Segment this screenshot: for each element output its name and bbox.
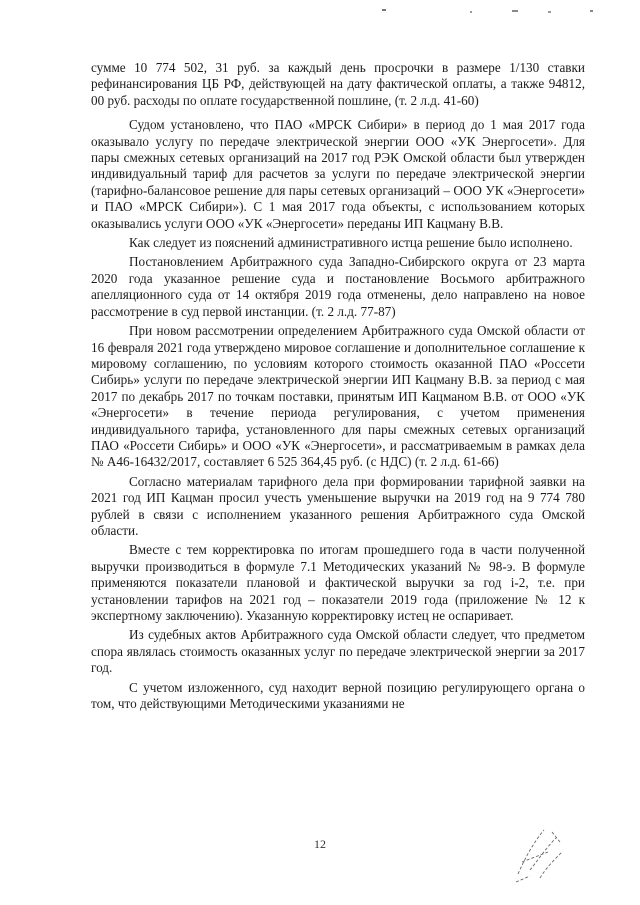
paragraph-2: Судом установлено, что ПАО «МРСК Сибири» в период до 1 мая 2017 года оказывало услугу по передаче электрической энергии ООО «УК Энергосети». Для пары смежных сетевых организаций на 2017 год РЭК Омской области был утвержден индивидуальный тариф для расчетов за услуги по передаче электрической энергии (тарифно-балансовое решение для пары сетевых организаций – ООО УК «Энергосети» и ПАО «МРСК Сибири»). С 1 мая 2017 года объекты, с использованием которых оказывались услуги ООО «УК «Энергосети» переданы ИП Кацману В.В.: [91, 117, 585, 231]
paragraph-3: Как следует из пояснений административного истца решение было исполнено.: [129, 235, 573, 251]
document-body: [91, 60, 585, 715]
paragraph-6: Согласно материалам тарифного дела при формировании тарифной заявки на 2021 год ИП Кацман просил учесть уменьшение выручки на 2019 год на 9 774 780 рублей в связи с исполнением указанного решения Арбитражного суда Омской области.: [91, 473, 585, 538]
page-number: 12: [314, 837, 326, 851]
paragraph-8: Из судебных актов Арбитражного суда Омской области следует, что предметом спора являлась стоимость оказанных услуг по передаче электрической энергии за 2017 год.: [91, 627, 585, 676]
paragraph-1: сумме 10 774 502, 31 руб. за каждый день просрочки в размере 1/130 ставки рефинансирования ЦБ РФ, действующей на дату фактической оплаты, а также 94812, 00 руб. расходы по оплате государственной пошлине, (т. 2 л.д. 41-60): [91, 60, 585, 108]
paragraph-4: Постановлением Арбитражного суда Западно-Сибирского округа от 23 марта 2020 года указанное решение суда и постановление Восьмого арбитражного апелляционного суда от 14 октября 2019 года отменены, дело направлено на новое рассмотрение в суд первой инстанции. (т. 2 л.д. 77-87): [91, 254, 585, 319]
paragraph-7: Вместе с тем корректировка по итогам прошедшего года в части полученной выручки производиться в формуле 7.1 Методических указаний № 98-э. В формуле применяются показатели плановой и фактической выручки за год i-2, т.е. при установлении тарифов на 2021 год – показатели 2019 года (приложение № 12 к экспертному заключению). Указанную корректировку истец не оспаривает.: [91, 542, 585, 623]
signature-image: [500, 812, 580, 892]
paragraph-9: С учетом изложенного, суд находит верной позицию регулирующего органа о том, что действующими Методическими указаниями не: [91, 679, 585, 712]
paragraph-5: При новом рассмотрении определением Арбитражного суда Омской области от 16 февраля 2021 года утверждено мировое соглашение и дополнительное соглашение к мировому соглашению, по условиям которого стоимость оказанной ПАО «Россети Сибирь» услуги по передаче электрической энергии ИП Кацману В.В. за период с мая 2017 по декабрь 2017 по точкам поставки, принятым ИП Кацманом В.В. от ООО «УК «Энергосети» в течение периода регулирования, с учетом применения индивидуального тарифа, установленного для пары смежных сетевых организаций ПАО «Россети Сибирь» и ООО «УК «Энергосети», и рассматриваемым в рамках дела № А46-16432/2017, составляет 6 525 364,45 руб. (с НДС) (т. 2 л.д. 61-66): [91, 323, 585, 470]
